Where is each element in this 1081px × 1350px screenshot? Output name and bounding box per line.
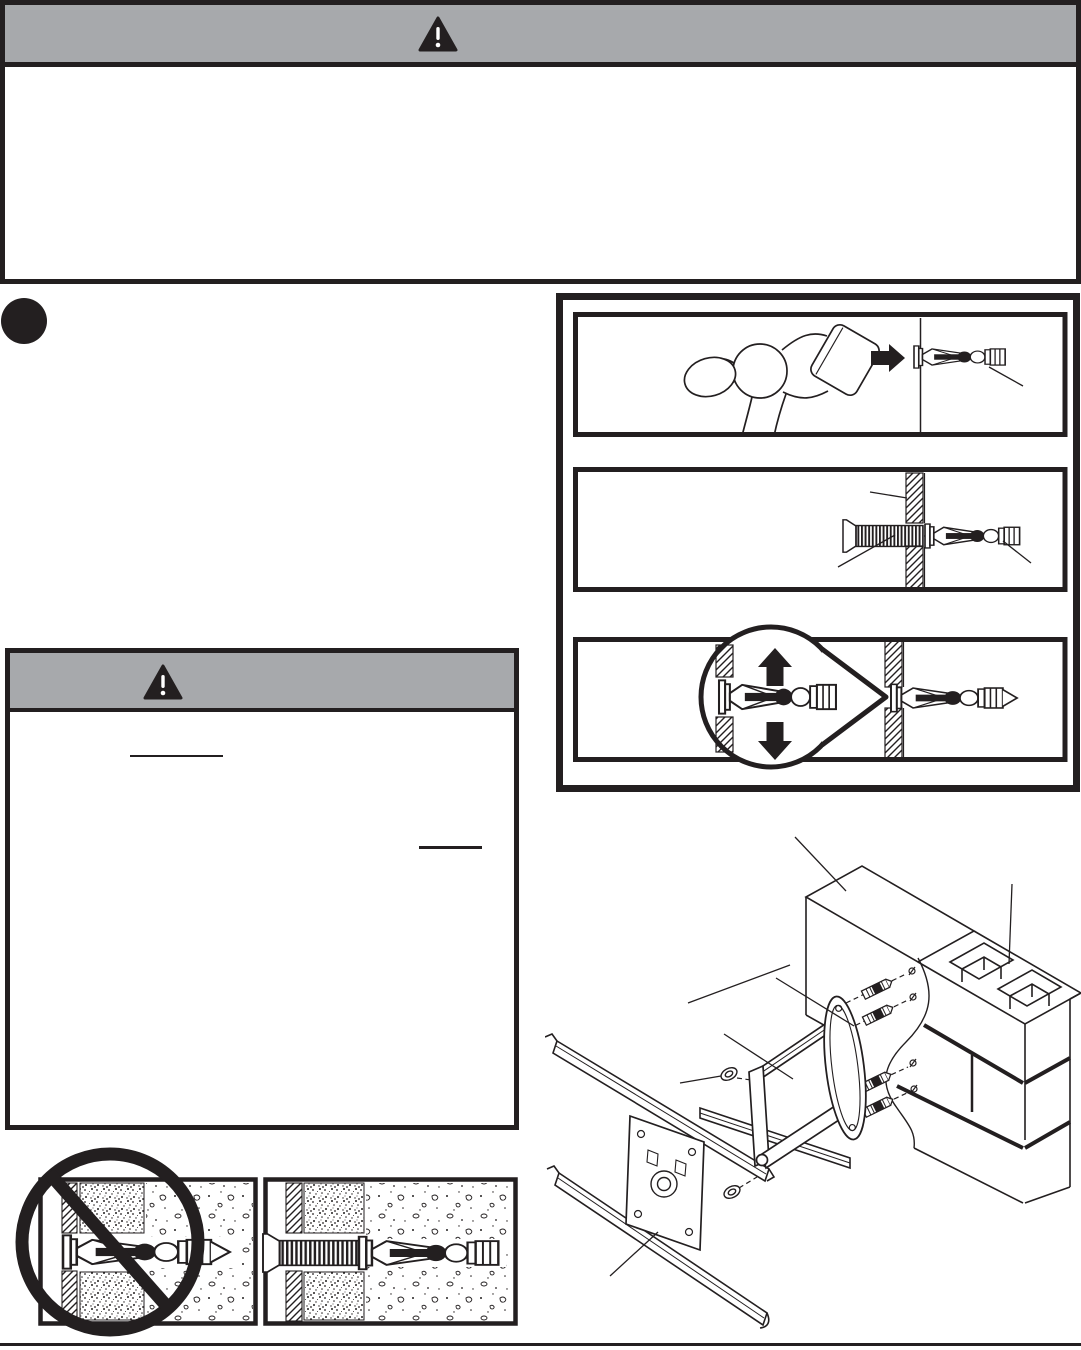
washer (719, 1065, 739, 1083)
mid-warning-box (5, 648, 519, 1130)
wall-hatch (885, 708, 902, 758)
mid-warning-header (10, 653, 514, 712)
warning-triangle-icon (418, 16, 458, 52)
leader-line (870, 492, 907, 498)
washer (722, 1183, 742, 1201)
wall-hatch (885, 639, 902, 687)
wall-hatch (286, 1271, 302, 1321)
anchor-comparison-figures (10, 1136, 525, 1342)
figure-correct-installation (263, 1180, 516, 1324)
leader-line (989, 367, 1023, 386)
anchor-icon (891, 684, 1017, 711)
wall-hatch (716, 645, 733, 677)
figure-hammer-tap-anchor (680, 318, 1023, 436)
hammer-icon (680, 322, 882, 436)
top-warning-banner (0, 0, 1081, 67)
underline-mark (130, 755, 223, 757)
step-circle (1, 298, 47, 344)
wall-break-line (886, 958, 929, 1148)
wall-block (806, 866, 974, 962)
footer-rule (0, 1343, 1081, 1346)
plaster-stipple (304, 1272, 364, 1320)
mount-assembly (545, 994, 873, 1328)
wall-hatch (906, 473, 923, 523)
cinder-block-top (918, 931, 1081, 1024)
anchor-icon (914, 346, 1005, 368)
underline-mark (419, 846, 482, 849)
warning-triangle-icon (143, 664, 183, 700)
figure-anchor-adjust-detail (701, 627, 1017, 767)
wall-hatch (286, 1183, 302, 1233)
mortar-joints (897, 1025, 1070, 1148)
figure-screw-into-anchor (838, 473, 1031, 588)
mount-exploded-figure (545, 815, 1081, 1335)
wall-hatch (906, 546, 923, 588)
top-notice-box (0, 67, 1081, 284)
wall-bottom-edge (914, 1148, 1023, 1203)
plaster-stipple (304, 1183, 364, 1233)
wall-hatch (716, 717, 733, 752)
anchor-icon (925, 524, 1020, 548)
hardware-steps-panel (556, 293, 1081, 795)
figure-prohibited-installation (22, 1154, 256, 1330)
